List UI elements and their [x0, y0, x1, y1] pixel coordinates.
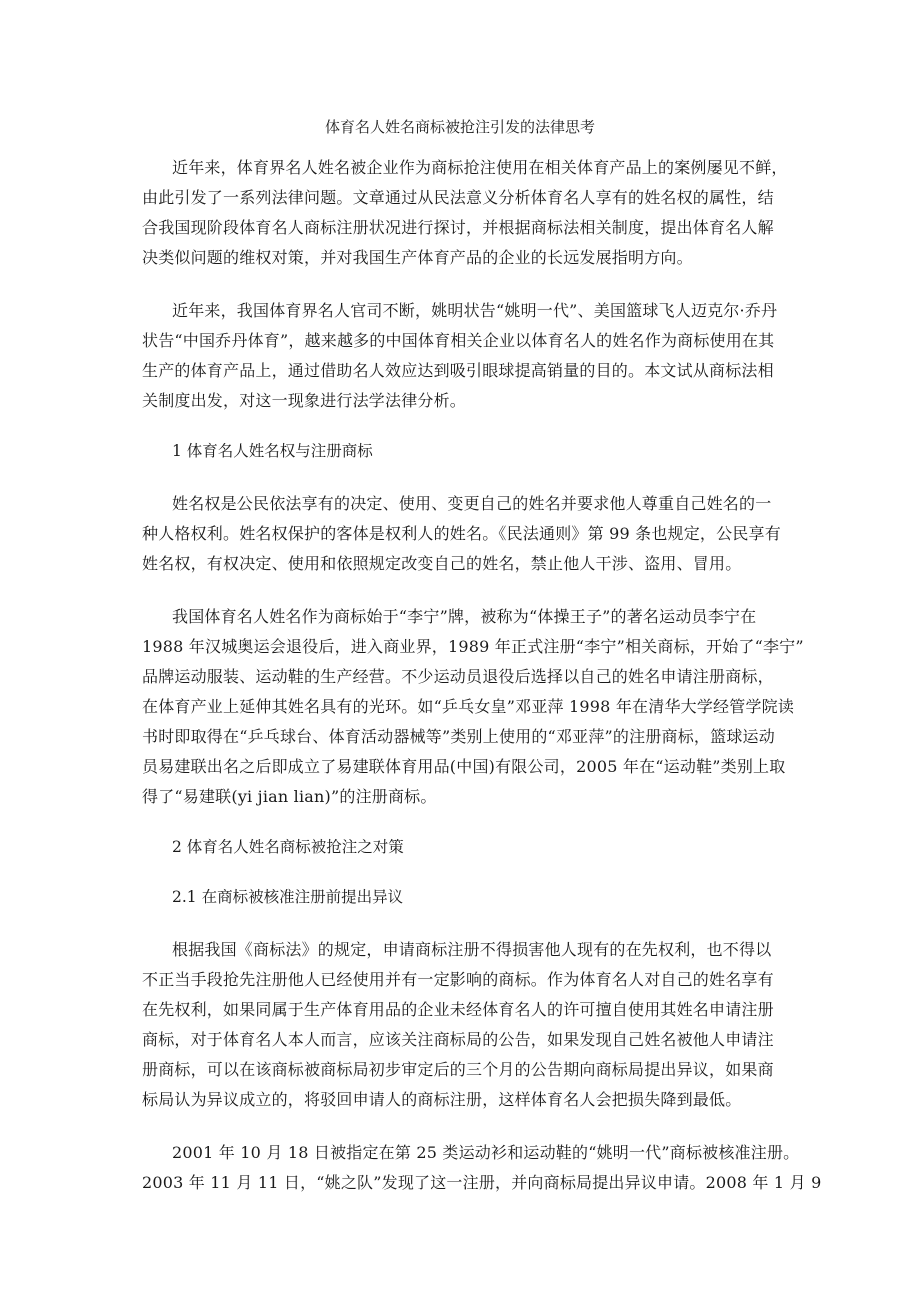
section-heading: 2 体育名人姓名商标被抢注之对策: [172, 838, 404, 856]
paragraph-line: 姓名权是公民依法享有的决定、使用、变更自己的姓名并要求他人尊重自己姓名的一: [172, 494, 772, 513]
paragraph-line: 2001 年 10 月 18 日被指定在第 25 类运动衫和运动鞋的“姚明一代”商标被核准注册。: [172, 1143, 800, 1162]
paragraph-line: 我国体育名人姓名作为商标始于“李宁”牌，被称为“体操王子”的著名运动员李宁在: [172, 607, 757, 626]
paragraph-line: 由此引发了一系列法律问题。文章通过从民法意义分析体育名人享有的姓名权的属性，结: [142, 188, 774, 207]
paragraph-line: 根据我国《商标法》的规定，申请商标注册不得损害他人现有的在先权利，也不得以: [172, 940, 772, 959]
subsection-heading: 2.1 在商标被核准注册前提出异议: [172, 888, 404, 906]
paragraph-line: 不正当手段抢先注册他人已经使用并有一定影响的商标。作为体育名人对自己的姓名享有: [142, 970, 774, 989]
paragraph-line: 册商标，可以在该商标被商标局初步审定后的三个月的公告期向商标局提出异议，如果商: [142, 1060, 774, 1079]
paragraph-line: 决类似问题的维权对策，并对我国生产体育产品的企业的长远发展指明方向。: [142, 248, 693, 267]
paragraph-line: 员易建联出名之后即成立了易建联体育用品(中国)有限公司，2005 年在“运动鞋”类别上取: [142, 757, 786, 776]
section-heading: 1 体育名人姓名权与注册商标: [172, 442, 373, 460]
paragraph-line: 近年来，我国体育界名人官司不断，姚明状告“姚明一代”、美国篮球飞人迈克尔·乔丹: [172, 301, 778, 320]
paragraph-line: 种人格权利。姓名权保护的客体是权利人的姓名。《民法通则》第 99 条也规定，公民享有: [142, 524, 781, 543]
paragraph-line: 关制度出发，对这一现象进行法学法律分析。: [142, 391, 467, 410]
paragraph-line: 姓名权，有权决定、使用和依照规定改变自己的姓名，禁止他人干涉、盗用、冒用。: [142, 554, 742, 573]
paragraph-line: 在体育产业上延伸其姓名具有的光环。如“乒乓女皇”邓亚萍 1998 年在清华大学经管学院读: [142, 697, 795, 716]
paragraph-line: 合我国现阶段体育名人商标注册状况进行探讨，并根据商标法相关制度，提出体育名人解: [142, 218, 774, 237]
paragraph-line: 在先权利，如果同属于生产体育用品的企业未经体育名人的许可擅自使用其姓名申请注册: [142, 1000, 774, 1019]
paragraph-line: 近年来，体育界名人姓名被企业作为商标抢注使用在相关体育产品上的案例屡见不鲜，: [172, 158, 788, 177]
paragraph-line: 得了“易建联(yi jian lian)”的注册商标。: [142, 787, 437, 806]
paragraph-line: 状告“中国乔丹体育”，越来越多的中国体育相关企业以体育名人的姓名作为商标使用在其: [142, 331, 775, 350]
paragraph-line: 品牌运动服装、运动鞋的生产经营。不少运动员退役后选择以自己的姓名申请注册商标，: [142, 667, 774, 686]
paragraph-line: 生产的体育产品上，通过借助名人效应达到吸引眼球提高销量的目的。本文试从商标法相: [142, 361, 774, 380]
document-title: 体育名人姓名商标被抢注引发的法律思考: [324, 118, 595, 136]
paragraph-line: 书时即取得在“乒乓球台、体育活动器械等”类别上使用的“邓亚萍”的注册商标，篮球运动: [142, 727, 775, 746]
paragraph-line: 商标，对于体育名人本人而言，应该关注商标局的公告，如果发现自己姓名被他人申请注: [142, 1030, 774, 1049]
paragraph-line: 标局认为异议成立的，将驳回申请人的商标注册，这样体育名人会把损失降到最低。: [142, 1090, 742, 1109]
paragraph-line: 2003 年 11 月 11 日，“姚之队”发现了这一注册，并向商标局提出异议申请。2008 年 1 月 9: [142, 1173, 822, 1192]
paragraph-line: 1988 年汉城奥运会退役后，进入商业界，1989 年正式注册“李宁”相关商标，开始了“李宁”: [142, 637, 804, 656]
